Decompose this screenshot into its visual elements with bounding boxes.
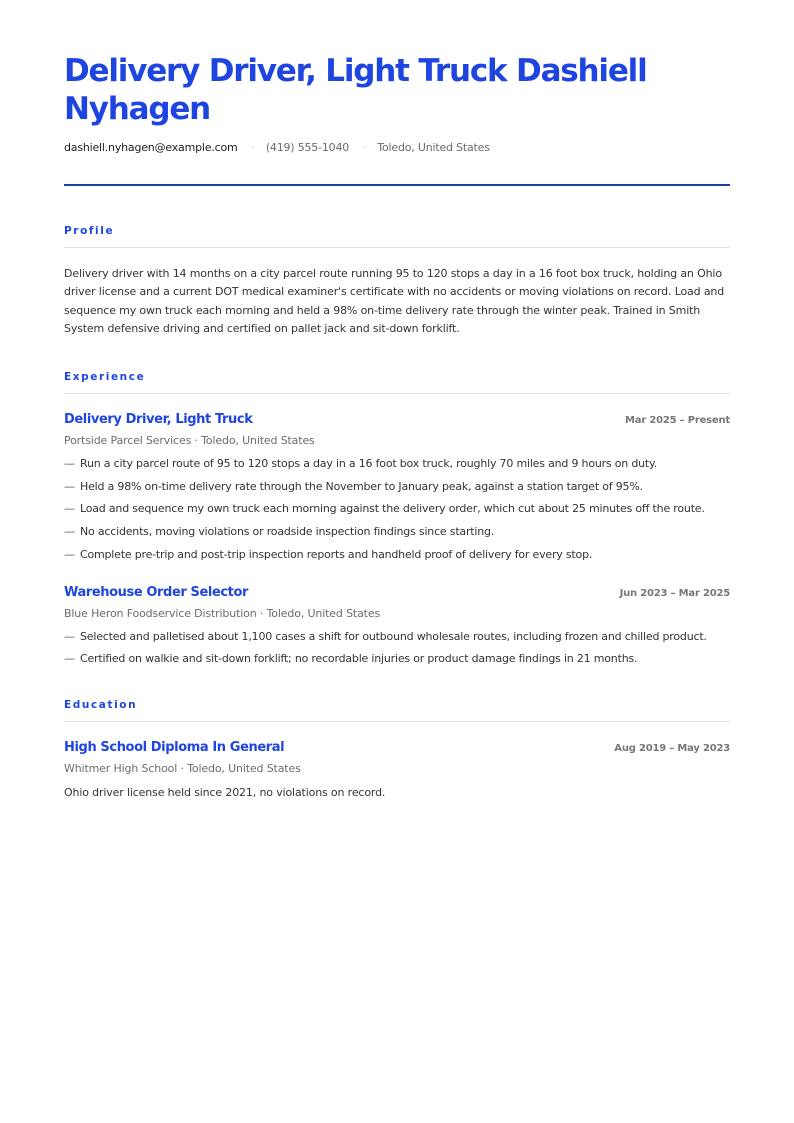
section-divider xyxy=(64,247,730,248)
entry-header xyxy=(64,411,730,429)
bullet-item xyxy=(64,652,730,666)
bullet-text: Certified on walkie and sit-down forklift; no recordable injuries or product damage findings in 21 months. xyxy=(80,652,638,666)
bullet-dash: — xyxy=(64,457,75,471)
bullet-item xyxy=(64,502,730,516)
resume-header xyxy=(64,52,730,186)
contact-phone[interactable]: (419) 555-1040 xyxy=(265,141,350,154)
education-note: Ohio driver license held since 2021, no violations on record. xyxy=(64,786,386,800)
job-bullets xyxy=(64,630,730,667)
job-employer: Blue Heron Foodservice Distribution · Toledo, United States xyxy=(64,606,381,620)
entry-header xyxy=(64,739,730,757)
bullet-dash: — xyxy=(64,629,75,643)
experience-entry xyxy=(64,584,730,667)
candidate-name: Delivery Driver, Light Truck Dashiell Nyhagen xyxy=(64,53,647,127)
bullet-dash: — xyxy=(64,524,75,538)
section-divider xyxy=(64,393,730,394)
contact-separator: · xyxy=(363,141,367,154)
bullet-item xyxy=(64,548,730,562)
school-name: Whitmer High School · Toledo, United States xyxy=(64,762,301,776)
contact-location: Toledo, United States xyxy=(377,141,490,154)
job-dates: Mar 2025 – Present xyxy=(625,415,730,427)
education-dates: Aug 2019 – May 2023 xyxy=(614,743,730,755)
experience-section xyxy=(64,370,730,666)
bullet-item xyxy=(64,457,730,471)
job-bullets xyxy=(64,457,730,561)
job-title: Warehouse Order Selector xyxy=(64,584,249,600)
section-title-experience: Experience xyxy=(64,371,146,384)
bullet-text: No accidents, moving violations or roadside inspection findings since starting. xyxy=(80,524,495,538)
contact-separator: · xyxy=(251,141,255,154)
bullet-item xyxy=(64,525,730,539)
contact-email[interactable]: dashiell.nyhagen@example.com xyxy=(64,141,238,154)
education-entry xyxy=(64,739,730,800)
bullet-text: Complete pre-trip and post-trip inspection reports and handheld proof of delivery for every stop. xyxy=(80,547,593,561)
job-dates: Jun 2023 – Mar 2025 xyxy=(619,587,730,599)
section-title-profile: Profile xyxy=(64,225,115,237)
bullet-item xyxy=(64,630,730,644)
bullet-text: Held a 98% on-time delivery rate through the November to January peak, against a station target of 95%. xyxy=(80,479,643,493)
job-employer: Portside Parcel Services · Toledo, United States xyxy=(64,434,315,448)
profile-summary: Delivery driver with 14 months on a city parcel route running 95 to 120 stops a day in a 16 foot box truck, holding an Ohio driver license and a current DOT medical examiner's certificate with no accidents or moving violations on record. Load and sequence my own truck each morning and held a 98% on-time delivery rate through the winter peak. Trained in Smith System defensive driving and certified on pallet jack and sit-down forklift. xyxy=(64,267,725,335)
bullet-dash: — xyxy=(64,547,75,561)
bullet-text: Run a city parcel route of 95 to 120 stops a day in a 16 foot box truck, roughly 70 miles and 9 hours on duty. xyxy=(80,457,658,471)
header-divider xyxy=(64,184,730,186)
education-section xyxy=(64,698,730,800)
bullet-text: Load and sequence my own truck each morning against the delivery order, which cut about 25 minutes off the route. xyxy=(80,502,705,516)
profile-section xyxy=(64,224,730,338)
bullet-text: Selected and palletised about 1,100 cases a shift for outbound wholesale routes, including frozen and chilled product. xyxy=(80,629,707,643)
bullet-item xyxy=(64,480,730,494)
entry-header xyxy=(64,584,730,602)
experience-entry xyxy=(64,411,730,561)
section-title-education: Education xyxy=(64,699,138,712)
section-divider xyxy=(64,721,730,722)
degree-title: High School Diploma In General xyxy=(64,740,285,756)
bullet-dash: — xyxy=(64,502,75,516)
bullet-dash: — xyxy=(64,479,75,493)
contact-line xyxy=(64,141,730,155)
bullet-dash: — xyxy=(64,652,75,666)
job-title: Delivery Driver, Light Truck xyxy=(64,412,253,428)
